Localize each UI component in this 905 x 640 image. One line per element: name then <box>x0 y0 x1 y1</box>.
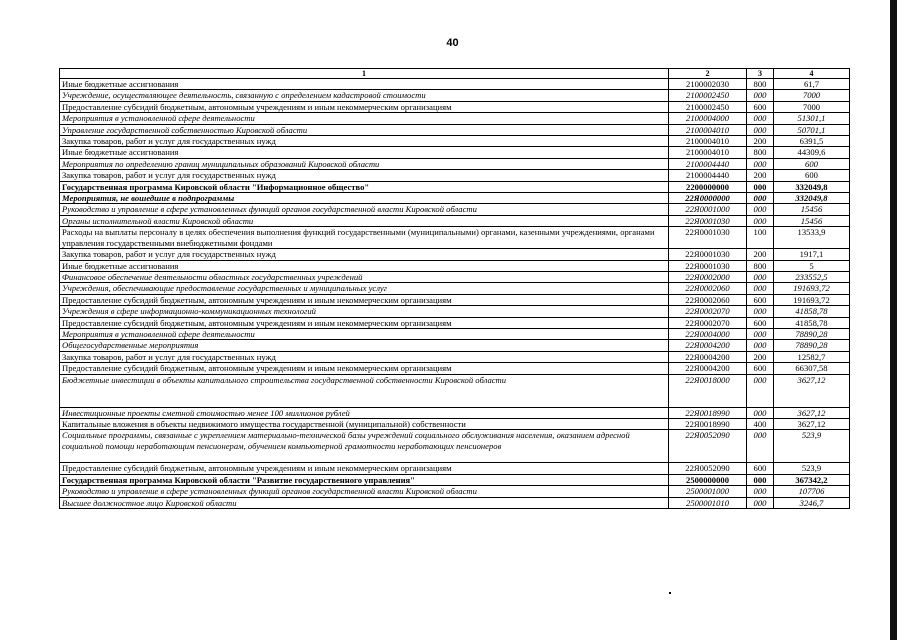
row-type-cell: 200 <box>747 249 774 260</box>
row-name-cell: Предоставление субсидий бюджетным, автономным учреждениям и иным некоммерческим организациям <box>60 317 669 328</box>
row-type-cell: 100 <box>747 227 774 249</box>
row-name-cell: Иные бюджетные ассигнования <box>60 147 669 158</box>
row-sum-cell: 1917,1 <box>774 249 850 260</box>
row-sum-cell: 523,9 <box>774 463 850 474</box>
row-type-cell: 800 <box>747 260 774 271</box>
row-name-cell: Закупка товаров, работ и услуг для государственных нужд <box>60 136 669 147</box>
row-name-cell: Бюджетные инвестиции в объекты капитального строительства государственной собственности Кировской области <box>60 374 669 407</box>
row-name-cell: Предоставление субсидий бюджетным, автономным учреждениям и иным некоммерческим организациям <box>60 294 669 305</box>
row-name-cell: Предоставление субсидий бюджетным, автономным учреждениям и иным некоммерческим организациям <box>60 463 669 474</box>
row-name-cell: Учреждения в сфере информационно-коммуникационных технологий <box>60 306 669 317</box>
row-name-cell: Учреждения, обеспечивающие предоставление государственных и муниципальных услуг <box>60 283 669 294</box>
table-row <box>60 374 850 407</box>
row-type-cell: 000 <box>747 407 774 418</box>
row-sum-cell: 7000 <box>774 90 850 101</box>
table-row <box>60 249 850 260</box>
row-type-cell: 000 <box>747 181 774 192</box>
header-col-3: 3 <box>747 69 774 79</box>
row-sum-cell: 5 <box>774 260 850 271</box>
row-name-cell: Общегосударственные мероприятия <box>60 340 669 351</box>
row-type-cell: 000 <box>747 124 774 135</box>
row-type-cell: 600 <box>747 363 774 374</box>
row-code-cell: 22Я0002000 <box>669 271 747 282</box>
table-row <box>60 136 850 147</box>
row-sum-cell: 191693,72 <box>774 294 850 305</box>
row-sum-cell: 7000 <box>774 101 850 112</box>
row-code-cell: 2100004000 <box>669 113 747 124</box>
row-code-cell: 22Я0001030 <box>669 260 747 271</box>
row-sum-cell: 41858,78 <box>774 306 850 317</box>
row-name-cell: Предоставление субсидий бюджетным, автономным учреждениям и иным некоммерческим организациям <box>60 363 669 374</box>
table-row <box>60 486 850 497</box>
row-name-cell: Органы исполнительной власти Кировской области <box>60 215 669 226</box>
table-row <box>60 147 850 158</box>
row-code-cell: 22Я0004200 <box>669 351 747 362</box>
row-type-cell: 000 <box>747 283 774 294</box>
row-code-cell: 22Я0002060 <box>669 294 747 305</box>
table-row <box>60 170 850 181</box>
row-type-cell: 000 <box>747 474 774 485</box>
row-code-cell: 22Я0052090 <box>669 430 747 463</box>
row-name-cell: Государственная программа Кировской области "Развитие государственного управления" <box>60 474 669 485</box>
row-name-cell: Закупка товаров, работ и услуг для государственных нужд <box>60 351 669 362</box>
row-sum-cell: 3627,12 <box>774 374 850 407</box>
row-sum-cell: 233552,5 <box>774 271 850 282</box>
row-name-cell: Закупка товаров, работ и услуг для государственных нужд <box>60 170 669 181</box>
table-row <box>60 271 850 282</box>
row-type-cell: 000 <box>747 328 774 339</box>
row-code-cell: 22Я0004000 <box>669 328 747 339</box>
table-row <box>60 294 850 305</box>
row-code-cell: 22Я0000000 <box>669 193 747 204</box>
row-code-cell: 22Я0001030 <box>669 227 747 249</box>
header-col-1: 1 <box>60 69 669 79</box>
row-code-cell: 22Я0002070 <box>669 317 747 328</box>
row-sum-cell: 3627,12 <box>774 407 850 418</box>
row-code-cell: 22Я0001030 <box>669 249 747 260</box>
table-row <box>60 260 850 271</box>
row-name-cell: Иные бюджетные ассигнования <box>60 260 669 271</box>
row-type-cell: 800 <box>747 147 774 158</box>
row-name-cell: Иные бюджетные ассигнования <box>60 79 669 90</box>
table-row <box>60 124 850 135</box>
row-type-cell: 000 <box>747 486 774 497</box>
row-code-cell: 22Я0004200 <box>669 363 747 374</box>
row-code-cell: 2100002450 <box>669 90 747 101</box>
table-row <box>60 363 850 374</box>
row-code-cell: 22Я0004200 <box>669 340 747 351</box>
row-code-cell: 22Я0002070 <box>669 306 747 317</box>
row-type-cell: 000 <box>747 306 774 317</box>
row-sum-cell: 3246,7 <box>774 497 850 508</box>
row-name-cell: Закупка товаров, работ и услуг для государственных нужд <box>60 249 669 260</box>
table-row <box>60 418 850 429</box>
table-row <box>60 79 850 90</box>
row-type-cell: 000 <box>747 497 774 508</box>
row-sum-cell: 332049,8 <box>774 181 850 192</box>
row-name-cell: Учреждение, осуществляющее деятельность, связанную с определением кадастровой стоимости <box>60 90 669 101</box>
table-row <box>60 463 850 474</box>
row-sum-cell: 107706 <box>774 486 850 497</box>
table-body <box>60 79 850 509</box>
row-name-cell: Высшее должностное лицо Кировской области <box>60 497 669 508</box>
budget-table <box>59 68 850 509</box>
row-code-cell: 2100004440 <box>669 158 747 169</box>
row-name-cell: Управление государственной собственностью Кировской области <box>60 124 669 135</box>
row-sum-cell: 41858,78 <box>774 317 850 328</box>
row-type-cell: 000 <box>747 193 774 204</box>
row-sum-cell: 191693,72 <box>774 283 850 294</box>
row-name-cell: Социальные программы, связанные с укреплением материально-технической базы учреждений социального обслуживания населения, оказанием адресной социальной помощи неработающим пенсионерам, обучением компьютерной грамотности неработающих пенсионеров <box>60 430 669 463</box>
row-type-cell: 600 <box>747 317 774 328</box>
row-code-cell: 22Я0018990 <box>669 418 747 429</box>
row-code-cell: 2200000000 <box>669 181 747 192</box>
row-name-cell: Финансовое обеспечение деятельности областных государственных учреждений <box>60 271 669 282</box>
row-name-cell: Руководство и управление в сфере установленных функций органов государственной власти Кировской области <box>60 204 669 215</box>
row-sum-cell: 66307,58 <box>774 363 850 374</box>
table-row <box>60 181 850 192</box>
table-row <box>60 474 850 485</box>
row-type-cell: 000 <box>747 215 774 226</box>
row-sum-cell: 367342,2 <box>774 474 850 485</box>
table-row <box>60 101 850 112</box>
row-code-cell: 22Я0018000 <box>669 374 747 407</box>
row-sum-cell: 78890,28 <box>774 328 850 339</box>
row-type-cell: 600 <box>747 101 774 112</box>
row-type-cell: 000 <box>747 90 774 101</box>
row-code-cell: 2100004440 <box>669 170 747 181</box>
table-row <box>60 113 850 124</box>
table-row <box>60 317 850 328</box>
table-row <box>60 497 850 508</box>
table-row <box>60 158 850 169</box>
row-type-cell: 000 <box>747 340 774 351</box>
row-sum-cell: 600 <box>774 158 850 169</box>
header-col-2: 2 <box>669 69 747 79</box>
row-type-cell: 000 <box>747 113 774 124</box>
row-type-cell: 000 <box>747 204 774 215</box>
row-type-cell: 400 <box>747 418 774 429</box>
row-code-cell: 2500000000 <box>669 474 747 485</box>
stray-mark <box>669 592 671 594</box>
header-col-4: 4 <box>774 69 850 79</box>
row-sum-cell: 15456 <box>774 204 850 215</box>
row-code-cell: 22Я0018990 <box>669 407 747 418</box>
row-code-cell: 2500001010 <box>669 497 747 508</box>
row-code-cell: 2100004010 <box>669 147 747 158</box>
row-code-cell: 2100004010 <box>669 136 747 147</box>
table-row <box>60 90 850 101</box>
table-row <box>60 351 850 362</box>
table-row <box>60 227 850 249</box>
row-sum-cell: 523,9 <box>774 430 850 463</box>
header-row <box>60 69 850 79</box>
row-name-cell: Мероприятия по определению границ муниципальных образований Кировской области <box>60 158 669 169</box>
table-row <box>60 340 850 351</box>
row-sum-cell: 61,7 <box>774 79 850 90</box>
row-code-cell: 22Я0002060 <box>669 283 747 294</box>
row-type-cell: 000 <box>747 271 774 282</box>
row-sum-cell: 13533,9 <box>774 227 850 249</box>
row-name-cell: Мероприятия, не вошедшие в подпрограммы <box>60 193 669 204</box>
row-type-cell: 200 <box>747 351 774 362</box>
row-code-cell: 2500001000 <box>669 486 747 497</box>
row-code-cell: 2100004010 <box>669 124 747 135</box>
row-name-cell: Капитальные вложения в объекты недвижимого имущества государственной (муниципальной) собственности <box>60 418 669 429</box>
table-row <box>60 215 850 226</box>
table-row <box>60 407 850 418</box>
row-type-cell: 000 <box>747 374 774 407</box>
table-row <box>60 328 850 339</box>
row-sum-cell: 78890,28 <box>774 340 850 351</box>
scan-edge <box>890 0 897 640</box>
table-row <box>60 283 850 294</box>
row-type-cell: 800 <box>747 79 774 90</box>
row-sum-cell: 6391,5 <box>774 136 850 147</box>
row-type-cell: 200 <box>747 170 774 181</box>
row-sum-cell: 600 <box>774 170 850 181</box>
page-number: 40 <box>446 37 459 49</box>
table-row <box>60 430 850 463</box>
row-code-cell: 2100002450 <box>669 101 747 112</box>
row-code-cell: 22Я0052090 <box>669 463 747 474</box>
row-sum-cell: 3627,12 <box>774 418 850 429</box>
row-type-cell: 000 <box>747 430 774 463</box>
row-type-cell: 200 <box>747 136 774 147</box>
row-name-cell: Мероприятия в установленной сфере деятельности <box>60 113 669 124</box>
table-row <box>60 204 850 215</box>
row-type-cell: 600 <box>747 463 774 474</box>
row-sum-cell: 50701,1 <box>774 124 850 135</box>
row-sum-cell: 44309,6 <box>774 147 850 158</box>
table-row <box>60 306 850 317</box>
row-name-cell: Государственная программа Кировской области "Информационное общество" <box>60 181 669 192</box>
row-sum-cell: 15456 <box>774 215 850 226</box>
row-sum-cell: 12582,7 <box>774 351 850 362</box>
row-type-cell: 600 <box>747 294 774 305</box>
row-name-cell: Руководство и управление в сфере установленных функций органов государственной власти Кировской области <box>60 486 669 497</box>
row-name-cell: Расходы на выплаты персоналу в целях обеспечения выполнения функций государственными (муниципальными) органами, казенными учреждениями, органами управления государственными внебюджетными фондами <box>60 227 669 249</box>
row-sum-cell: 51301,1 <box>774 113 850 124</box>
row-name-cell: Мероприятия в установленной сфере деятельности <box>60 328 669 339</box>
row-code-cell: 2100002030 <box>669 79 747 90</box>
row-sum-cell: 332049,8 <box>774 193 850 204</box>
table-row <box>60 193 850 204</box>
row-code-cell: 22Я0001000 <box>669 204 747 215</box>
row-name-cell: Инвестиционные проекты сметной стоимостью менее 100 миллионов рублей <box>60 407 669 418</box>
row-code-cell: 22Я0001030 <box>669 215 747 226</box>
row-type-cell: 000 <box>747 158 774 169</box>
row-name-cell: Предоставление субсидий бюджетным, автономным учреждениям и иным некоммерческим организациям <box>60 101 669 112</box>
